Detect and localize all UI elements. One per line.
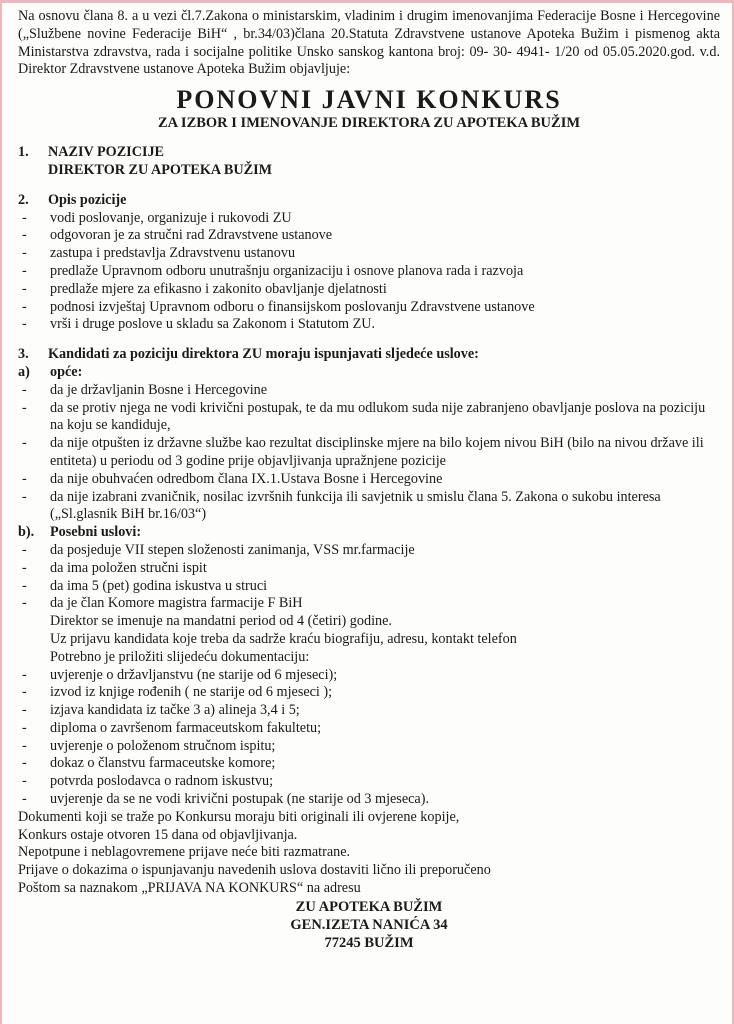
document-item — [18, 702, 720, 720]
document-item — [18, 738, 720, 756]
bullet-dash: - — [22, 399, 27, 416]
section-1-heading — [18, 144, 720, 162]
special-requirement-item-text: da posjeduje VII stepen složenosti zanimanja, VSS mr.farmacije — [50, 541, 415, 558]
address-line-1: ZU APOTEKA BUŽIM — [295, 898, 443, 915]
bullet-dash: - — [22, 316, 27, 333]
note-line: Direktor se imenuje na mandatni period od 4 (četiri) godine. — [50, 613, 392, 630]
bullet-dash: - — [22, 262, 27, 279]
duty-item-text: vodi poslovanje, organizuje i rukovodi ZU — [50, 209, 292, 226]
bullet-dash: - — [22, 541, 27, 558]
section-2-number: 2. — [18, 191, 29, 208]
bullet-dash: - — [22, 737, 27, 754]
section-3-number: 3. — [18, 346, 29, 363]
subsection-b-label: b). — [18, 524, 35, 541]
general-requirement-item — [18, 400, 720, 436]
document-title: PONOVNI JAVNI KONKURS — [176, 85, 562, 115]
closing-line: Konkurs ostaje otvoren 15 dana od objavljivanja. — [18, 826, 298, 843]
duty-item-text: vrši i druge poslove u skladu sa Zakonom i Statutom ZU. — [50, 316, 376, 333]
document-item — [18, 791, 720, 809]
document-item — [18, 720, 720, 738]
document-item-text: uvjerenje o položenom stručnom ispitu; — [50, 737, 276, 754]
duty-item-text: zastupa i predstavlja Zdravstvenu ustanovu — [50, 245, 296, 262]
duty-item — [18, 281, 720, 299]
closing-line: Prijave o dokazima o ispunjavanju navedenih uslova dostaviti lično ili preporučeno — [18, 862, 491, 879]
document-item-text: izjava kandidata iz tačke 3 a) alineja 3,4 i 5; — [50, 702, 300, 719]
general-requirement-item-text: da se protiv njega ne vodi krivični postupak, te da mu odlukom suda nije zabranjeno obavljanje poslova na poziciju na koju se kandiduje, — [50, 399, 706, 434]
document-item-text: potvrda poslodavca o radnom iskustvu; — [50, 773, 274, 790]
bullet-dash: - — [22, 298, 27, 315]
closing-line: Poštom sa naznakom „PRIJAVA NA KONKURS“ na adresu — [18, 880, 361, 897]
bullet-dash: - — [22, 245, 27, 262]
general-requirement-item-text: da nije obuhvaćen odredbom člana IX.1.Ustava Bosne i Hercegovine — [50, 470, 443, 487]
bullet-dash: - — [22, 684, 27, 701]
duty-item — [18, 299, 720, 317]
general-requirement-item — [18, 435, 720, 471]
bullet-dash: - — [22, 435, 27, 452]
bullet-dash: - — [22, 209, 27, 226]
closing-line: Dokumenti koji se traže po Konkursu moraju biti originali ili ovjerene kopije, — [18, 808, 460, 825]
section-3-heading — [18, 346, 720, 364]
note-line: Potrebno je priložiti slijedeću dokumentaciju: — [50, 648, 310, 665]
document-item — [18, 684, 720, 702]
address-block — [18, 898, 720, 952]
section-1-title: NAZIV POZICIJE — [48, 144, 165, 161]
notes-block — [18, 613, 720, 666]
special-requirement-item-text: da ima položen stručni ispit — [50, 559, 207, 576]
duty-item-text: predlaže Upravnom odboru unutrašnju organizaciju i osnove planova rada i razvoja — [50, 262, 524, 279]
closing-block — [18, 809, 720, 898]
bullet-dash: - — [22, 577, 27, 594]
bullet-dash: - — [22, 791, 27, 808]
document-subtitle: ZA IZBOR I IMENOVANJE DIREKTORA ZU APOTEKA BUŽIM — [157, 115, 581, 132]
general-requirement-item — [18, 382, 720, 400]
position-name: DIREKTOR ZU APOTEKA BUŽIM — [48, 161, 273, 178]
note-line: Uz prijavu kandidata koje treba da sadrže kraću biografiju, adresu, kontakt telefon — [50, 630, 517, 647]
duty-item-text: podnosi izvještaj Upravnom odboru o finansijskom poslovanju Zdravstvene ustanove — [50, 298, 535, 315]
document-item-text: izvod iz knjige rođenih ( ne starije od 6 mjeseci ); — [50, 684, 333, 701]
general-requirement-item — [18, 489, 720, 525]
bullet-dash: - — [22, 227, 27, 244]
document-item-text: dokaz o članstvu farmaceutske komore; — [50, 755, 276, 772]
top-border — [0, 0, 734, 3]
duty-item-text: odgovoran je za stručni rad Zdravstvene ustanove — [50, 227, 333, 244]
subsection-b-list — [18, 542, 720, 613]
bullet-dash: - — [22, 595, 27, 612]
bullet-dash: - — [22, 755, 27, 772]
section-1-position — [18, 162, 720, 180]
general-requirement-item-text: da je državljanin Bosne i Hercegovine — [50, 381, 268, 398]
general-requirement-item — [18, 471, 720, 489]
left-border — [0, 0, 2, 1024]
special-requirement-item — [18, 542, 720, 560]
general-requirement-item-text: da nije otpušten iz državne službe kao rezultat disciplinske mjere na bilo kojem nivou BiH (bilo na nivou države ili entiteta) u periodu od 3 godine prije objavljivanja upražnjene pozicije — [50, 435, 704, 469]
intro-paragraph: Na osnovu člana 8. a u vezi čl.7.Zakona o ministarskim, vladinim i drugim imenovanjima Federacije Bosne i Hercegovine („Službene novine Federacije BiH“ , br.34/03)člana 20.Statuta Zdravstvene ustanove Apoteka Bužim i pismenog akta Ministarstva zdravstva, rada i socijalne politike Unsko sanskog kantona broj: 09- 30- 4941- 1/20 od 05.05.2020.god. v.d. Direktor Zdravstvene ustanove Apoteka Bužim objavljuje: — [18, 8, 720, 78]
special-requirement-item — [18, 595, 720, 613]
bullet-dash: - — [22, 280, 27, 297]
document-item — [18, 667, 720, 685]
address-line-2: GEN.IZETA NANIĆA 34 — [290, 916, 448, 933]
general-requirement-item-text: da nije izabrani zvaničnik, nosilac izvršnih funkcija ili savjetnik u smislu člana 5. Zakona o sukobu interesa („Sl.glasnik BiH br.16/03“) — [50, 488, 661, 523]
subsection-a-list — [18, 382, 720, 524]
subsection-a-label: a) — [18, 363, 30, 380]
duty-item — [18, 245, 720, 263]
subsection-b-heading — [18, 524, 720, 542]
document-content — [18, 8, 720, 952]
section-2-list — [18, 210, 720, 335]
bullet-dash: - — [22, 488, 27, 505]
bullet-dash: - — [22, 702, 27, 719]
address-line-3: 77245 BUŽIM — [324, 934, 414, 951]
duty-item-text: predlaže mjere za efikasno i zakonito obavljanje djelatnosti — [50, 280, 387, 297]
duty-item — [18, 210, 720, 228]
closing-line: Nepotpune i neblagovremene prijave neće biti razmatrane. — [18, 844, 351, 861]
section-2-title: Opis pozicije — [48, 191, 127, 208]
document-item-text: diploma o završenom farmaceutskom fakultetu; — [50, 719, 322, 736]
special-requirement-item-text: da je član Komore magistra farmacije F BiH — [50, 595, 303, 612]
special-requirement-item — [18, 578, 720, 596]
section-1-number: 1. — [18, 144, 29, 161]
bullet-dash: - — [22, 470, 27, 487]
bullet-dash: - — [22, 773, 27, 790]
bullet-dash: - — [22, 559, 27, 576]
duty-item — [18, 227, 720, 245]
documentation-list — [18, 667, 720, 809]
bullet-dash: - — [22, 666, 27, 683]
section-2-heading — [18, 192, 720, 210]
subsection-b-title: Posebni uslovi: — [50, 524, 142, 541]
document-item-text: uvjerenje o državljanstvu (ne starije od 6 mjeseci); — [50, 666, 338, 683]
document-item — [18, 755, 720, 773]
section-3-title: Kandidati za poziciju direktora ZU moraju ispunjavati sljedeće uslove: — [48, 346, 479, 363]
special-requirement-item — [18, 560, 720, 578]
subsection-a-title: opće: — [50, 363, 83, 380]
document-item-text: uvjerenje da se ne vodi krivični postupak (ne starije od 3 mjeseca). — [50, 791, 429, 808]
special-requirement-item-text: da ima 5 (pet) godina iskustva u struci — [50, 577, 268, 594]
duty-item — [18, 316, 720, 334]
subsection-a-heading — [18, 364, 720, 382]
bullet-dash: - — [22, 719, 27, 736]
document-item — [18, 773, 720, 791]
bullet-dash: - — [22, 381, 27, 398]
duty-item — [18, 263, 720, 281]
